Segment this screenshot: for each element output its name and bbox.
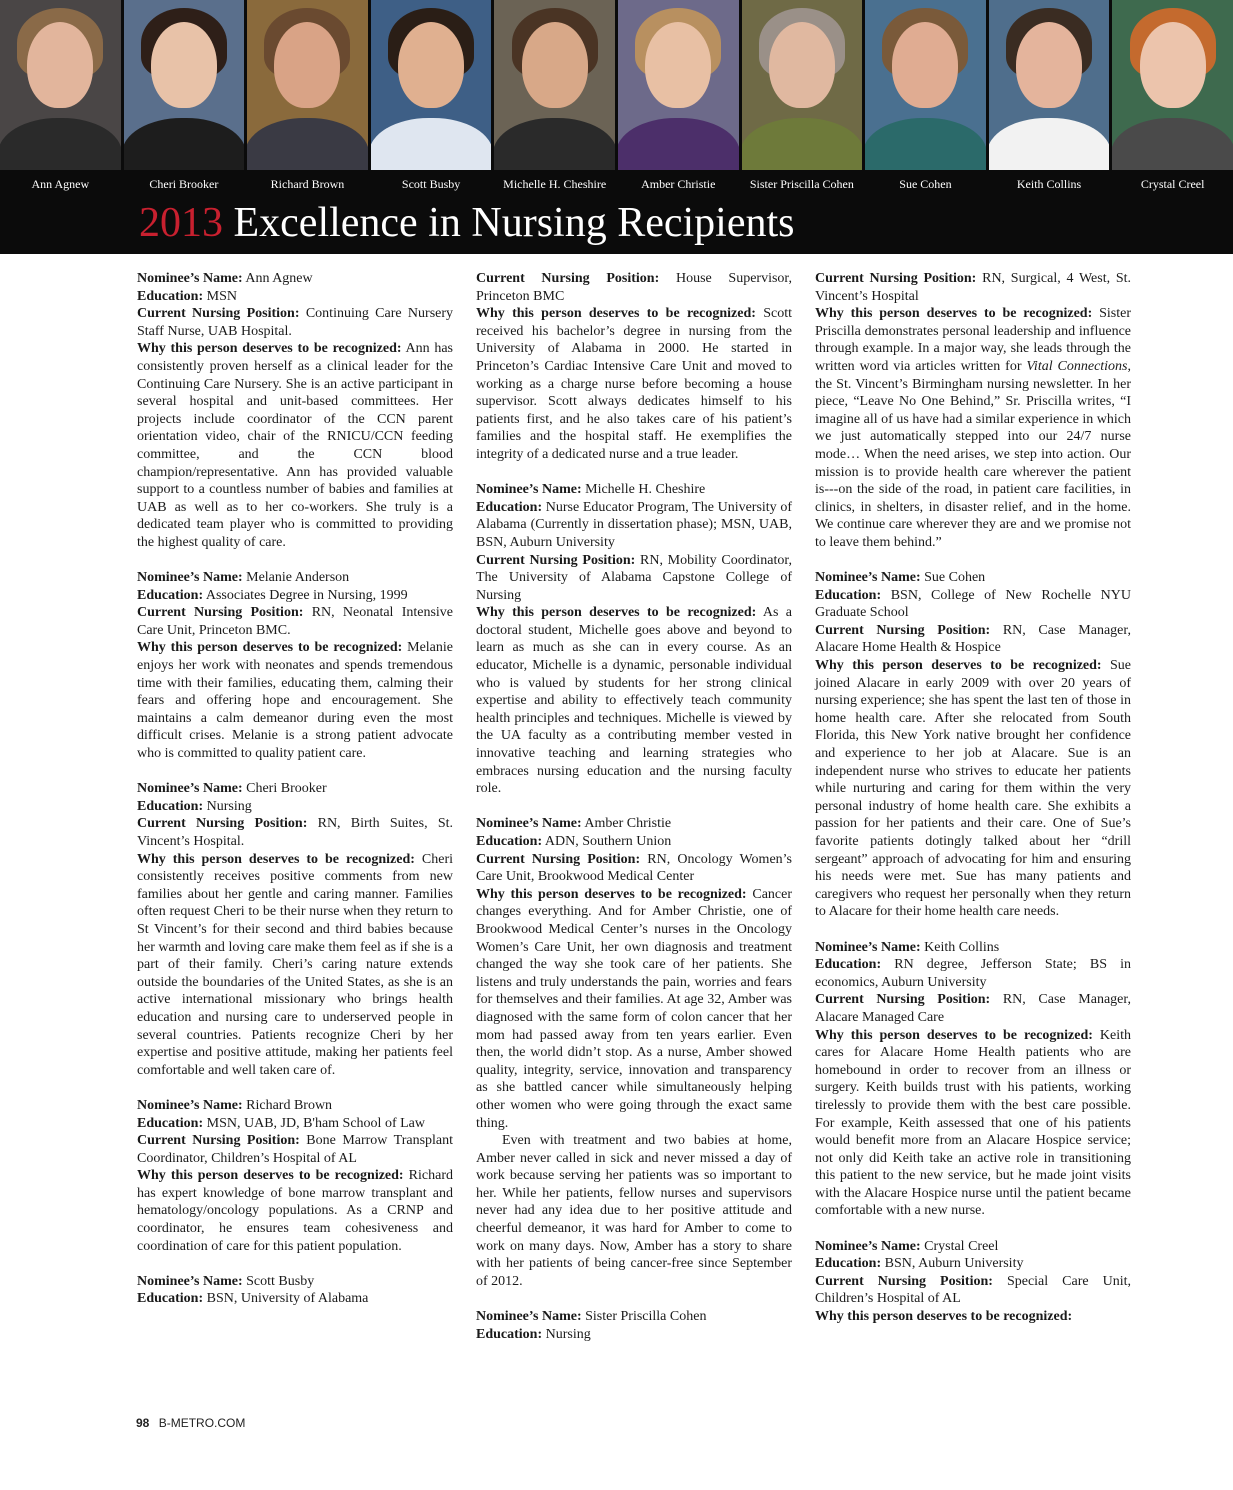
entry-why-paragraph: Why this person deserves to be recognized: Cancer changes everything. And for Amber Christie, one of Brookwood Medical Center’s nurses in the Oncology Women’s Care Unit, her own diagnosis and treatment changed the way she took care of her patients. She listens and truly understands the pain, worries and fears for themselves and their families. At age 32, Amber was diagnosed with the same form of colon cancer that her mom had passed away from ten years earlier. Even then, the world didn’t stop. As a nurse, Amber showed quality, integrity, service, innovation and transparency as she battled cancer while simultaneously helping other women who were going through the exact same thing. bbox=[476, 886, 793, 1131]
column-2 bbox=[476, 270, 792, 1343]
entry-name-line: Nominee’s Name: Scott Busby bbox=[137, 1273, 315, 1289]
page-title bbox=[139, 196, 795, 250]
entry-name-line: Nominee’s Name: Melanie Anderson bbox=[137, 570, 350, 586]
header-banner bbox=[0, 0, 1233, 254]
entry-name-line: Nominee’s Name: Crystal Creel bbox=[815, 1238, 999, 1254]
entry-position-line: Current Nursing Position: Special Care Unit, Children’s Hospital of AL bbox=[815, 1273, 1132, 1307]
photo-cheri-brooker bbox=[124, 0, 245, 170]
entry-position-line: Current Nursing Position: RN, Case Manager, Alacare Home Health & Hospice bbox=[815, 622, 1131, 656]
photo-crystal-creel bbox=[1112, 0, 1233, 170]
entry-position-line: Current Nursing Position: RN, Birth Suites, St. Vincent’s Hospital. bbox=[137, 816, 453, 849]
photo-strip bbox=[0, 0, 1233, 170]
site-name: B-METRO.COM bbox=[158, 1416, 246, 1430]
photo-caption: Richard Brown bbox=[270, 177, 345, 191]
entry-education-line: Education: RN degree, Jefferson State; BS in economics, Auburn University bbox=[815, 957, 1131, 990]
column-3 bbox=[815, 270, 1131, 1326]
entry-name-line: Nominee’s Name: Ann Agnew bbox=[137, 271, 313, 286]
entry-education-line: Education: BSN, University of Alabama bbox=[137, 1291, 369, 1307]
photo-keith-collins bbox=[989, 0, 1110, 170]
photo-scott-busby bbox=[371, 0, 492, 170]
entry-education-line: Education: MSN, UAB, JD, B'ham School of Law bbox=[137, 1115, 425, 1131]
entry-position-line: Current Nursing Position: RN, Mobility Coordinator, The University of Alabama Capstone College of Nursing bbox=[476, 552, 792, 603]
photo-caption: Sue Cohen bbox=[899, 177, 952, 191]
photo-captions bbox=[0, 174, 1233, 194]
entry-education-line: Education: ADN, Southern Union bbox=[476, 834, 672, 849]
photo-caption: Sister Priscilla Cohen bbox=[749, 177, 854, 191]
entry-education-line: Education: Nursing bbox=[137, 798, 252, 814]
entry-why-paragraph: Why this person deserves to be recognized: Scott received his bachelor’s degree in nursing from the University of Alabama in 2000. He started in Princeton’s Cardiac Intensive Care Unit and moved to working as a charge nurse before becoming a house supervisor. Scott always dedicates himself to his patients first, and he also takes care of his patient’s families and the hospital staff. He exemplifies the integrity of a dedicated nurse and a true leader. bbox=[476, 306, 792, 462]
entry-education-line: Education: Associates Degree in Nursing, 1999 bbox=[137, 587, 408, 603]
entry-position-line: Current Nursing Position: Bone Marrow Transplant Coordinator, Children’s Hospital of AL bbox=[137, 1133, 454, 1166]
entry-position-line: Current Nursing Position: RN, Oncology Women’s Care Unit, Brookwood Medical Center bbox=[476, 851, 792, 885]
entry-why-paragraph-continued: Even with treatment and two babies at home, Amber never called in sick and never missed a day of work because serving her patients was so important to her. While her patients, fellow nurses and supervisors never had any idea due to her positive attitude and cheerful demeanor, it was hard for Amber to come to work on many days. Now, Amber has a story to share with her patients of being cancer-free since September of 2012. bbox=[476, 1133, 792, 1289]
photo-caption: Cheri Brooker bbox=[149, 177, 219, 191]
entry-position-line: Current Nursing Position: RN, Surgical, 4 West, St. Vincent’s Hospital bbox=[815, 271, 1132, 304]
entry-name-line: Nominee’s Name: Michelle H. Cheshire bbox=[476, 482, 706, 498]
newsletter-title: Vital Connections bbox=[1026, 358, 1128, 374]
entry-name-line: Nominee’s Name: Sister Priscilla Cohen bbox=[476, 1309, 707, 1325]
entry-education-line: Education: BSN, College of New Rochelle NYU Graduate School bbox=[815, 587, 1132, 621]
photo-caption: Scott Busby bbox=[401, 177, 461, 191]
entry-position-line: Current Nursing Position: Continuing Care Nursery Staff Nurse, UAB Hospital. bbox=[137, 306, 454, 339]
entry-why-paragraph: Why this person deserves to be recognized: Cheri consistently receives positive comments from new families about her gentle and caring manner. Families often request Cheri to be their nurse when they return to St Vincent’s for their second and third babies because her warmth and loving care make them feel as if she is a part of their family. Cheri’s caring nature extends outside the boundaries of the United States, as she is an active international missionary who brings health education and nursing care to underserved people in several countries. Patients recognize Cheri by her expertise and positive attitude, making her patients feel comfortable and well taken care of. bbox=[137, 851, 453, 1078]
title-text: Excellence in Nursing Recipients bbox=[233, 200, 795, 246]
photo-sue-cohen bbox=[865, 0, 986, 170]
entry-name-line: Nominee’s Name: Keith Collins bbox=[815, 939, 1000, 955]
photo-caption: Amber Christie bbox=[641, 177, 716, 191]
entry-name-line: Nominee’s Name: Richard Brown bbox=[137, 1097, 333, 1113]
photo-caption: Keith Collins bbox=[1016, 177, 1082, 191]
entry-name-line: Nominee’s Name: Amber Christie bbox=[476, 816, 672, 832]
entry-why-paragraph: Why this person deserves to be recognized: Keith cares for Alacare Home Health patients who are homebound in order to recover from an illness or surgery. Keith builds trust with his patients, working tirelessly to provide them with the best care possible. For example, Keith assessed that one of his patients would benefit more from an Alacare Hospice service; not only did Keith take an active role in transitioning this patient to the new service, but he made joint visits with the Alacare Hospice nurse until the patient became comfortable with a new nurse. bbox=[815, 1027, 1131, 1219]
photo-michelle-cheshire bbox=[494, 0, 615, 170]
entry-name-line: Nominee’s Name: Sue Cohen bbox=[815, 570, 986, 586]
photo-caption: Ann Agnew bbox=[31, 177, 90, 191]
photo-ann-agnew bbox=[0, 0, 121, 170]
entry-why-paragraph: Why this person deserves to be recognized: Sister Priscilla demonstrates personal leadership and influence through example. In a major way, she leads through the written word via articles written for Vital Connections, the St. Vincent’s Birmingham nursing newsletter. In her piece, “Leave No One Behind,” Sr. Priscilla writes, “I imagine all of us have had a similar experience in which we just automatically stepped into our 24/7 nurse mode… When the need arises, we step into action. Our mission is to provide health care wherever the patient is---on the side of the road, in patient care facilities, in clinics, in shelters, in disaster relief, and in the home. We continue care wherever they are and we promise not to leave them behind.” bbox=[815, 306, 1132, 550]
entry-position-line: Current Nursing Position: RN, Case Manager, Alacare Managed Care bbox=[815, 992, 1131, 1025]
entry-name-line: Nominee’s Name: Cheri Brooker bbox=[137, 781, 327, 797]
photo-amber-christie bbox=[618, 0, 739, 170]
entry-why-heading: Why this person deserves to be recognized: bbox=[815, 1309, 1073, 1325]
entry-why-paragraph: Why this person deserves to be recognized: Ann has consistently proven herself as a clinical leader for the Continuing Care Nursery. She is an active participant in several hospital and unit-based committees. Her projects include coordinator of the CCN parent orientation video, chair of the RNICU/CCN feeding committee, and the CCN blood champion/representative. Ann has provided valuable support to a countless number of babies and families at UAB as well as to her co-workers. She truly is a dedicated team player who is committed to providing the highest quality of care. bbox=[137, 341, 453, 550]
entry-education-line: Education: MSN bbox=[137, 288, 237, 304]
photo-priscilla-cohen bbox=[742, 0, 863, 170]
entry-education-line: Education: Nursing bbox=[476, 1326, 591, 1342]
entry-position-line: Current Nursing Position: RN, Neonatal Intensive Care Unit, Princeton BMC. bbox=[137, 605, 454, 638]
photo-caption: Crystal Creel bbox=[1140, 177, 1205, 191]
page-number: 98 bbox=[136, 1416, 150, 1430]
entry-education-line: Education: Nurse Educator Program, The University of Alabama (Currently in dissertation phase); MSN, UAB, BSN, Auburn University bbox=[476, 499, 792, 550]
title-year: 2013 bbox=[139, 200, 223, 246]
entry-why-paragraph: Why this person deserves to be recognized: Richard has expert knowledge of bone marrow transplant and hematology/oncology populations. As a CRNP and coordinator, he ensures team cohesiveness and coordination of care for this patient population. bbox=[137, 1168, 453, 1254]
photo-caption: Michelle H. Cheshire bbox=[503, 177, 607, 191]
photo-richard-brown bbox=[247, 0, 368, 170]
entry-why-paragraph: Why this person deserves to be recognized: As a doctoral student, Michelle goes above and beyond to learn as much as she can in every course. As an educator, Michelle is a dynamic, personable individual who is valued by students for her strong clinical expertise and ability to effectively teach community health principles and techniques. Michelle is viewed by the UA faculty as a contributing member vested in innovative teaching and learning strategies who embraces nursing education and the nursing faculty role. bbox=[476, 605, 792, 797]
entry-why-paragraph: Why this person deserves to be recognized: Sue joined Alacare in early 2009 with over 20 years of nursing experience; she has spent the last ten of those in home health care. After she relocated from South Florida, this New York native brought her confidence and experience to her job at Alacare. Sue is an independent nurse who strives to educate her patients while nurturing and caring for them within the very personal industry of home health care. She exhibits a passion for her patients and their care. One of Sue’s favorite patients dotingly talked about her “drill sergeant” approach of advocating for him and ensuring his needs were met. Sue has many patients and caregivers who request her personally when they return to Alacare for their home health care needs. bbox=[815, 658, 1131, 920]
entry-position-line: Current Nursing Position: House Supervisor, Princeton BMC bbox=[476, 271, 793, 304]
entry-education-line: Education: BSN, Auburn University bbox=[815, 1256, 1024, 1272]
column-1 bbox=[137, 270, 453, 1308]
page-footer bbox=[136, 1416, 245, 1430]
entry-why-paragraph: Why this person deserves to be recognized: Melanie enjoys her work with neonates and spends tremendous time with their families, educating them, calming their fears and offering hope and encouragement. She maintains a calm demeanor during even the most difficult crises. Melanie is a strong patient advocate who is committed to quality patient care. bbox=[137, 640, 453, 762]
